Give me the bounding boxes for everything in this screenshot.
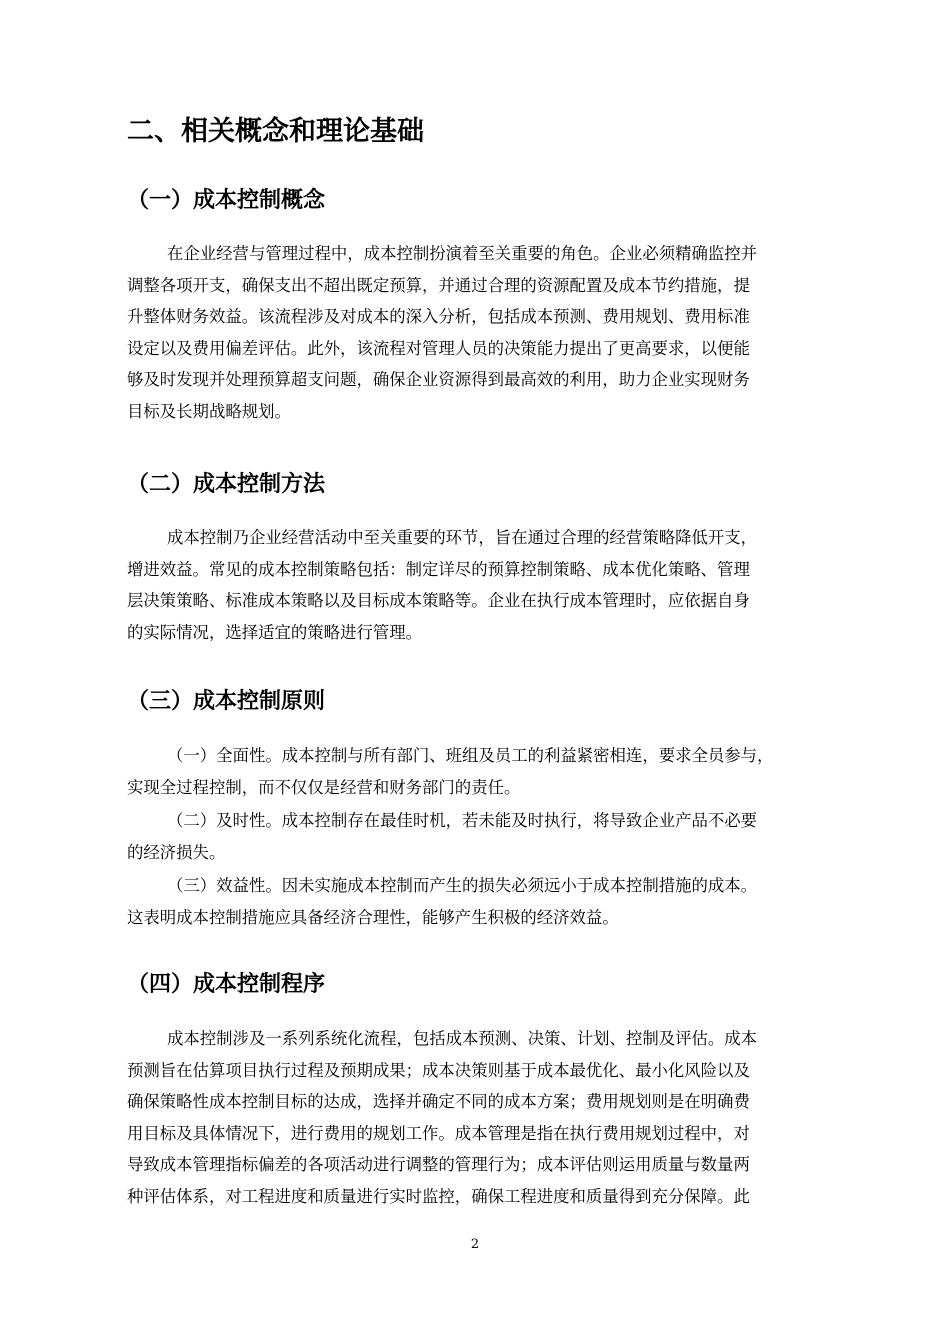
- section-heading-methods: （二）成本控制方法: [127, 472, 326, 497]
- paragraph-line: 的经济损失。: [127, 842, 226, 862]
- paragraph-line: （二）及时性。成本控制存在最佳时机，若未能及时执行，将导致企业产品不必要: [167, 811, 758, 830]
- paragraph-line: 这表明成本控制措施应具备经济合理性，能够产生积极的经济效益。: [127, 907, 619, 927]
- paragraph-line: 导致成本管理指标偏差的各项活动进行调整的管理行为；成本评估则运用质量与数量两: [127, 1155, 750, 1175]
- paragraph-line: 成本控制乃企业经营活动中至关重要的环节，旨在通过合理的经营策略降低开支，: [167, 528, 758, 547]
- paragraph-line: 确保策略性成本控制目标的达成，选择并确定不同的成本方案；费用规划则是在明确费: [127, 1092, 750, 1112]
- paragraph-procedure: [127, 1023, 862, 1213]
- paragraph-line: 种评估体系，对工程进度和质量进行实时监控，确保工程进度和质量得到充分保障。此: [127, 1186, 750, 1206]
- section-heading-principles: （三）成本控制原则: [127, 689, 326, 714]
- section-heading-procedure: （四）成本控制程序: [127, 972, 326, 997]
- paragraph-line: 增进效益。常见的成本控制策略包括：制定详尽的预算控制策略、成本优化策略、管理: [127, 559, 750, 579]
- paragraph-line: 在企业经营与管理过程中，成本控制扮演着至关重要的角色。企业必须精确监控并: [167, 244, 758, 263]
- paragraph-line: 用目标及具体情况下，进行费用的规划工作。成本管理是指在执行费用规划过程中，对: [127, 1123, 750, 1143]
- paragraph-principle-benefit: [127, 870, 862, 933]
- paragraph-principle-comprehensive: [127, 740, 862, 803]
- section-heading-concept: （一）成本控制概念: [127, 188, 326, 213]
- paragraph-line: 实现全过程控制，而不仅仅是经营和财务部门的责任。: [127, 777, 521, 797]
- paragraph-principle-timeliness: [127, 805, 862, 868]
- paragraph-line: （一）全面性。成本控制与所有部门、班组及员工的利益紧密相连，要求全员参与，: [167, 746, 774, 765]
- paragraph-line: 升整体财务效益。该流程涉及对成本的深入分析，包括成本预测、费用规划、费用标准: [127, 307, 750, 327]
- paragraph-line: （三）效益性。因未实施成本控制而产生的损失必须远小于成本控制措施的成本。: [167, 876, 758, 895]
- paragraph-line: 够及时发现并处理预算超支问题，确保企业资源得到最高效的利用，助力企业实现财务: [127, 370, 750, 390]
- paragraph-methods: [127, 522, 862, 648]
- chapter-title: 二、相关概念和理论基础: [127, 116, 424, 147]
- paragraph-concept: [127, 238, 862, 428]
- paragraph-line: 成本控制涉及一系列系统化流程，包括成本预测、决策、计划、控制及评估。成本: [167, 1029, 758, 1048]
- paragraph-line: 目标及长期战略规划。: [127, 401, 291, 421]
- paragraph-line: 预测旨在估算项目执行过程及预期成果；成本决策则基于成本最优化、最小化风险以及: [127, 1060, 750, 1080]
- paragraph-line: 的实际情况，选择适宜的策略进行管理。: [127, 622, 423, 642]
- paragraph-line: 层决策策略、标准成本策略以及目标成本策略等。企业在执行成本管理时，应依据自身: [127, 591, 750, 611]
- page-number: 2: [470, 1237, 480, 1252]
- paragraph-line: 设定以及费用偏差评估。此外，该流程对管理人员的决策能力提出了更高要求，以便能: [127, 338, 750, 358]
- paragraph-line: 调整各项开支，确保支出不超出既定预算，并通过合理的资源配置及成本节约措施，提: [127, 275, 750, 295]
